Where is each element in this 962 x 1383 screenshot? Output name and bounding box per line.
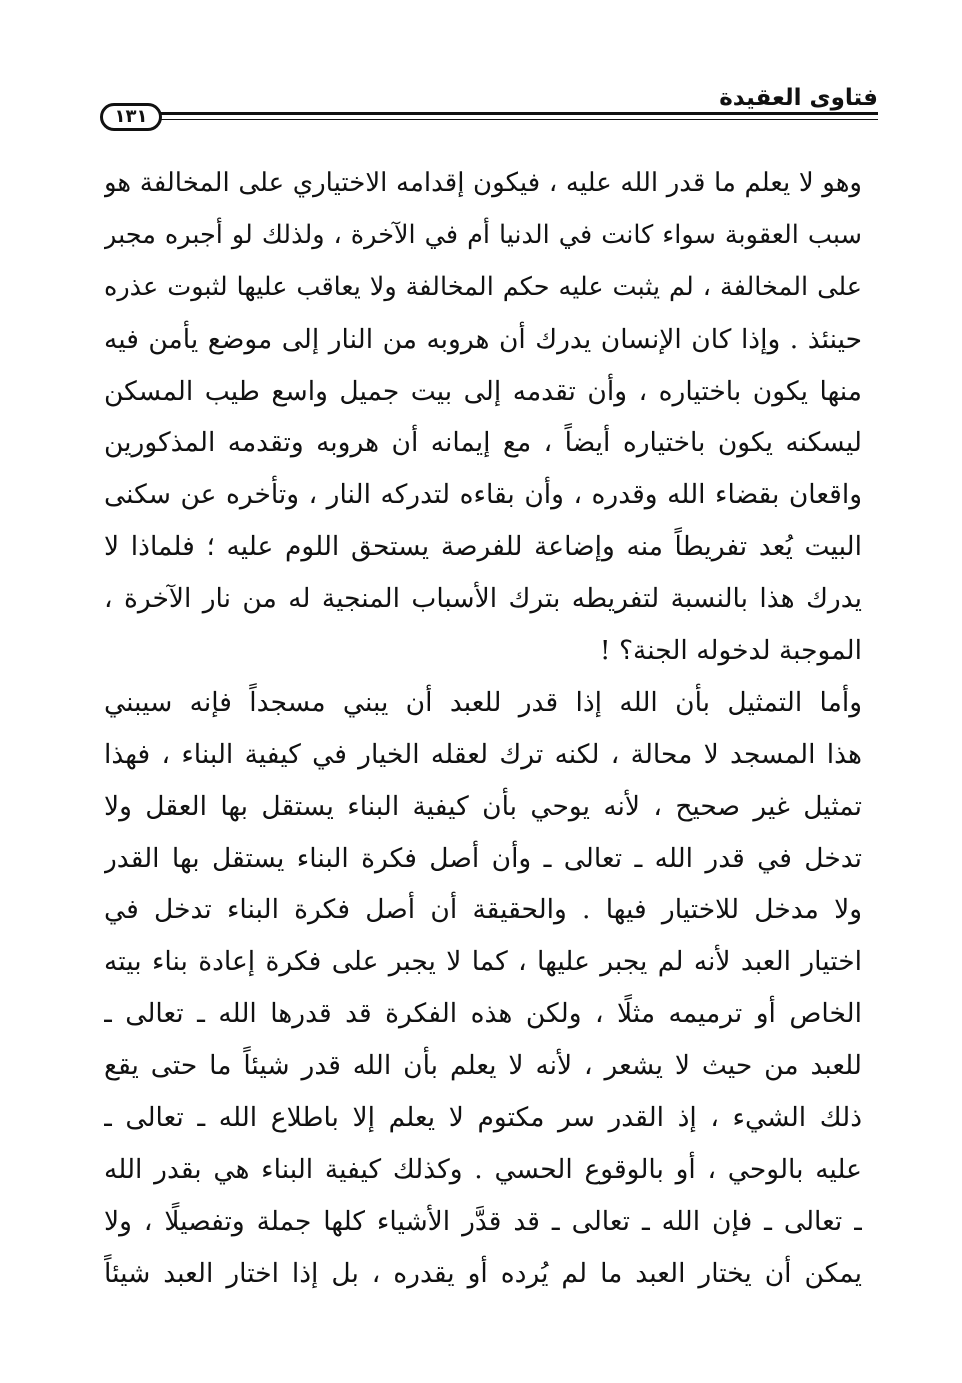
text-line: يدرك هذا بالنسبة لتفريطه بترك الأسباب المنجية له من نار الآخرة ، [104,583,862,615]
text-line: على المخالفة ، لم يثبت عليه حكم المخالفة ولا يعاقب عليها لثبوت عذره [104,271,862,302]
text-line: هذا المسجد لا محالة ، لكنه ترك لعقله الخيار في كيفية البناء ، فهذا [104,738,862,770]
text-line: ذلك الشيء ، إذ القدر سر مكتوم لا يعلم إلا باطلاع الله ـ تعالى ـ [104,1102,862,1134]
text-line: ـ تعالى ـ فإن الله ـ تعالى ـ قد قدَّر الأشياء كلها جملة وتفصيلًا ، ولا [104,1205,862,1237]
page-number: ١٣١ [100,103,162,131]
text-line: سبب العقوبة سواء كانت في الدنيا أم في الآخرة ، ولذلك لو أجبره مجبر [104,219,862,250]
text-line: تمثيل غير صحيح ، لأنه يوحي بأن كيفية البناء يستقل بها العقل ولا [104,790,862,822]
running-title: فتاوى العقيدة [719,85,878,111]
text-line: الخاص أو ترميمه مثلًا ، ولكن هذه الفكرة قد قدرها الله ـ تعالى ـ [104,998,862,1030]
page-header [100,84,878,128]
paragraph-end-line: الموجبة لدخوله الجنة؟ ! [599,635,862,667]
header-rule [160,112,878,115]
text-line: وهو لا يعلم ما قدر الله عليه ، فيكون إقدامه الاختياري على المخالفة هو [104,168,862,198]
text-line: منها يكون باختياره ، وأن تقدمه إلى بيت جميل واسع طيب المسكن [104,375,862,407]
text-line: اختيار العبد لأنه لم يجبر عليها ، كما لا يجبر على فكرة إعادة بناء بيته [104,946,862,978]
text-line: ليسكنه يكون باختياره أيضاً ، مع إيمانه أن هروبه وتقدمه المذكورين [104,427,862,459]
header-rule-thin [160,119,878,120]
text-line: يمكن أن يختار العبد ما لم يُرده أو يقدره ، بل إذا اختار العبد شيئاً [104,1257,862,1289]
text-line: تدخل في قدر الله ـ تعالى ـ وأن أصل فكرة البناء يستقل بها القدر [104,842,862,874]
text-line: واقعان بقضاء الله وقدره ، وأن بقاءه لتدركه النار ، وتأخره عن سكنى [104,479,862,511]
body-text [104,158,862,1300]
text-line: ولا مدخل للاختيار فيها . والحقيقة أن أصل فكرة البناء تدخل في [104,894,862,926]
text-line: حينئذ . وإذا كان الإنسان يدرك أن هروبه من النار إلى موضع يأمن فيه [104,323,862,355]
text-line: البيت يُعد تفريطاً منه وإضاعة للفرصة يستحق اللوم عليه ؛ فلماذا لا [104,531,862,563]
text-line: وأما التمثيل بأن الله إذا قدر للعبد أن يبني مسجداً فإنه سيبني [104,686,862,718]
text-line: للعبد من حيث لا يشعر ، لأنه لا يعلم بأن الله قدر شيئاً ما حتى يقع [104,1050,862,1082]
text-line: عليه بالوحي ، أو بالوقوع الحسي . وكذلك كيفية البناء هي بقدر الله [104,1153,862,1185]
